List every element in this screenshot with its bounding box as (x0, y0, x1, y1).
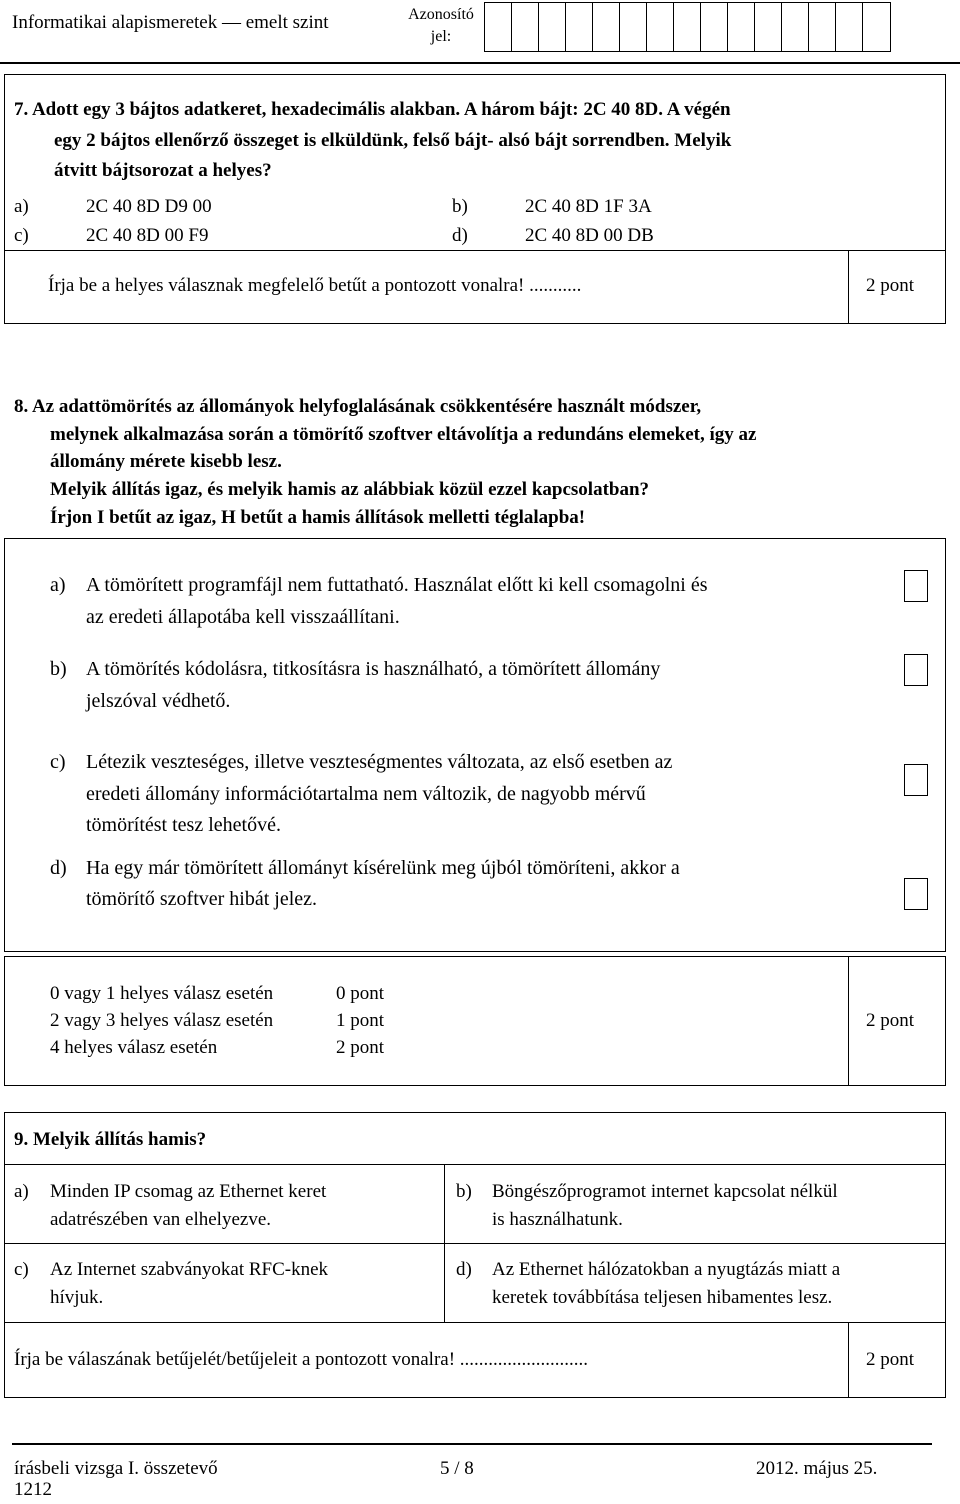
q8-text-line3: állomány mérete kisebb lesz. (50, 451, 282, 472)
header-divider (0, 62, 960, 64)
q8-score-cond-1: 0 vagy 1 helyes válasz esetén (50, 983, 274, 1004)
q8-a-answer-box[interactable] (904, 570, 928, 602)
id-box[interactable] (620, 3, 647, 51)
q8-score-pts-3: 2 pont (336, 1037, 385, 1058)
q8-points-divider (848, 956, 849, 1086)
q7-points: 2 pont (866, 275, 915, 296)
q8-c-letter: c) (50, 751, 66, 773)
q7-option-a-letter: a) (14, 196, 29, 217)
q7-text-line1: 7. Adott egy 3 bájtos adatkeret, hexadecimális alakban. A három bájt: 2C 40 8D. A végén (14, 99, 731, 120)
q9-b-letter: b) (456, 1181, 472, 1202)
q8-d-answer-box[interactable] (904, 878, 928, 910)
q8-b-line1: A tömörítés kódolásra, titkosításra is használható, a tömörített állomány (86, 658, 661, 680)
q8-b-line2: jelszóval védhető. (86, 690, 231, 712)
q8-score-cond-3: 4 helyes válasz esetén (50, 1037, 218, 1058)
header-title: Informatikai alapismeretek — emelt szint (12, 12, 329, 33)
id-box[interactable] (755, 3, 782, 51)
id-box[interactable] (539, 3, 566, 51)
q8-text-line1: 8. Az adattömörítés az állományok helyfoglalásának csökkentésére használt módszer, (14, 396, 702, 417)
q9-d-line1: Az Ethernet hálózatokban a nyugtázás miatt a (492, 1259, 841, 1280)
q7-divider (4, 250, 946, 251)
q9-a-line2: adatrészében van elhelyezve. (50, 1209, 272, 1230)
q7-option-a-text: 2C 40 8D D9 00 (86, 196, 212, 217)
q9-points: 2 pont (866, 1349, 915, 1370)
footer-page-number: 5 / 8 (440, 1458, 474, 1479)
q9-a-line1: Minden IP csomag az Ethernet keret (50, 1181, 327, 1202)
id-box[interactable] (836, 3, 863, 51)
footer-date: 2012. május 25. (756, 1458, 878, 1479)
id-box[interactable] (809, 3, 836, 51)
id-box[interactable] (485, 3, 512, 51)
q8-d-line2: tömörítő szoftver hibát jelez. (86, 888, 318, 910)
q7-option-d-letter: d) (452, 225, 468, 246)
id-box[interactable] (593, 3, 620, 51)
q9-c-letter: c) (14, 1259, 29, 1280)
q9-b-line2: is használhatunk. (492, 1209, 623, 1230)
q8-a-line2: az eredeti állapotába kell visszaállítani. (86, 606, 400, 628)
q8-text-line4: Melyik állítás igaz, és melyik hamis az alábbiak közül ezzel kapcsolatban? (50, 479, 650, 500)
q7-instruction: Írja be a helyes válasznak megfelelő betűt a pontozott vonalra! ........... (48, 275, 582, 296)
q7-points-divider (848, 250, 849, 324)
azonosito-label-line2: jel: (430, 28, 452, 45)
q7-text-line3: átvitt bájtsorozat a helyes? (54, 160, 272, 181)
q8-score-pts-2: 1 pont (336, 1010, 385, 1031)
footer-left: írásbeli vizsga I. összetevő (14, 1458, 218, 1479)
q9-a-letter: a) (14, 1181, 29, 1202)
q9-points-divider (848, 1322, 849, 1398)
id-box[interactable] (782, 3, 809, 51)
q7-option-b-text: 2C 40 8D 1F 3A (525, 196, 652, 217)
q8-d-line1: Ha egy már tömörített állományt kísérelünk meg újból tömöríteni, akkor a (86, 857, 680, 879)
id-box[interactable] (728, 3, 755, 51)
q8-score-pts-1: 0 pont (336, 983, 385, 1004)
q7-option-b-letter: b) (452, 196, 468, 217)
id-box[interactable] (701, 3, 728, 51)
id-box[interactable] (566, 3, 593, 51)
id-box[interactable] (863, 3, 890, 51)
q8-c-line2: eredeti állomány információtartalma nem változik, de nagyobb mérvű (86, 783, 646, 805)
q9-c-line2: hívjuk. (50, 1287, 104, 1308)
q8-c-answer-box[interactable] (904, 764, 928, 796)
q9-instruction: Írja be válaszának betűjelét/betűjeleit a pontozott vonalra! ........................... (14, 1349, 589, 1370)
q9-d-line2: keretek továbbítása teljesen hibamentes lesz. (492, 1287, 833, 1308)
q7-option-d-text: 2C 40 8D 00 DB (525, 225, 654, 246)
q9-d-letter: d) (456, 1259, 472, 1280)
q8-text-line5: Írjon I betűt az igaz, H betűt a hamis állítások melletti téglalapba! (50, 507, 586, 528)
q9-title: 9. Melyik állítás hamis? (14, 1129, 207, 1150)
q8-d-letter: d) (50, 857, 67, 879)
q8-a-line1: A tömörített programfájl nem futtatható. Használat előtt ki kell csomagolni és (86, 574, 708, 596)
azonosito-label (404, 4, 478, 48)
q9-c-line1: Az Internet szabványokat RFC-knek (50, 1259, 329, 1280)
q8-b-letter: b) (50, 658, 67, 680)
azonosito-label-line1: Azonosító (408, 6, 474, 23)
q8-c-line3: tömörítést tesz lehetővé. (86, 814, 281, 836)
q9-divider-mid (4, 1243, 946, 1244)
q8-b-answer-box[interactable] (904, 654, 928, 686)
id-box[interactable] (512, 3, 539, 51)
q8-a-letter: a) (50, 574, 66, 596)
footer-divider (12, 1443, 932, 1445)
id-code-boxes[interactable] (484, 2, 891, 52)
q9-divider-bottom (4, 1322, 946, 1323)
q7-text-line2: egy 2 bájtos ellenőrző összeget is elküldünk, felső bájt- alsó bájt sorrendben. Melyik (54, 130, 732, 151)
q9-b-line1: Böngészőprogramot internet kapcsolat nélkül (492, 1181, 838, 1202)
footer-code: 1212 (14, 1479, 52, 1500)
q8-points: 2 pont (866, 1010, 915, 1031)
q8-score-cond-2: 2 vagy 3 helyes válasz esetén (50, 1010, 274, 1031)
q9-divider-top (4, 1164, 946, 1165)
q8-text-line2: melynek alkalmazása során a tömörítő szoftver eltávolítja a redundáns elemeket, így az (50, 424, 757, 445)
q7-option-c-letter: c) (14, 225, 29, 246)
id-box[interactable] (647, 3, 674, 51)
id-box[interactable] (674, 3, 701, 51)
q8-c-line1: Létezik veszteséges, illetve veszteségmentes változata, az első esetben az (86, 751, 673, 773)
q7-option-c-text: 2C 40 8D 00 F9 (86, 225, 209, 246)
